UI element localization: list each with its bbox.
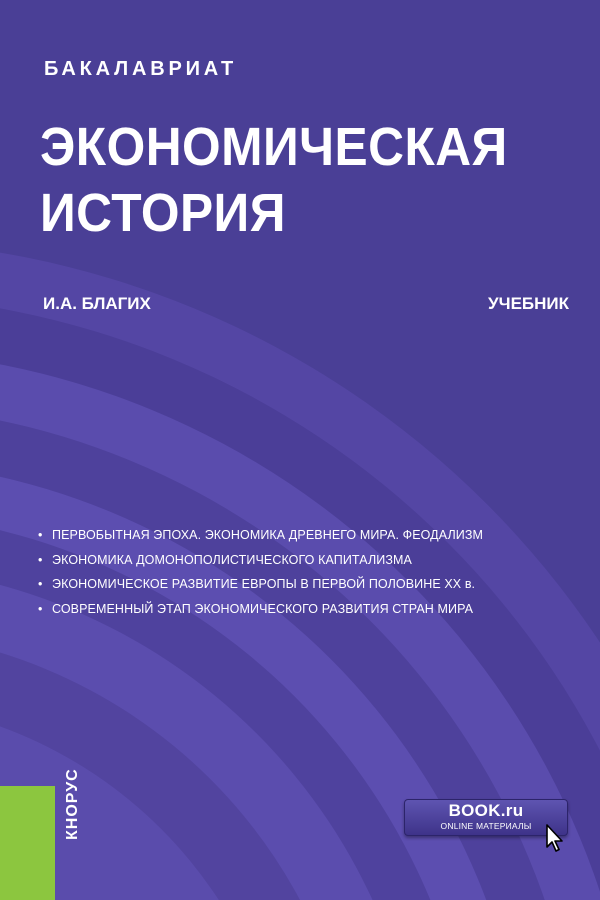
bullet-icon: • xyxy=(38,528,43,542)
green-accent-bar xyxy=(0,786,55,900)
topic-text: ЭКОНОМИЧЕСКОЕ РАЗВИТИЕ ЕВРОПЫ В ПЕРВОЙ ПОЛОВИНЕ XX в. xyxy=(52,577,476,591)
bookru-online-badge[interactable] xyxy=(404,799,568,836)
topic-item xyxy=(38,548,483,573)
bookru-brand: BOOK.ru xyxy=(448,801,524,820)
book-title xyxy=(40,114,508,246)
topics-list xyxy=(38,523,483,621)
topic-item xyxy=(38,523,483,548)
topic-item xyxy=(38,597,483,622)
publisher-logo: КНОРУС xyxy=(64,768,81,840)
topic-text: ПЕРВОБЫТНАЯ ЭПОХА. ЭКОНОМИКА ДРЕВНЕГО МИРА. ФЕОДАЛИЗМ xyxy=(52,528,484,542)
author-name: И.А. БЛАГИХ xyxy=(43,294,151,313)
document-type-label: УЧЕБНИК xyxy=(488,294,569,313)
book-title-line-2: ИСТОРИЯ xyxy=(40,183,286,243)
topic-text: ЭКОНОМИКА ДОМОНОПОЛИСТИЧЕСКОГО КАПИТАЛИЗМА xyxy=(52,552,412,567)
series-label: БАКАЛАВРИАТ xyxy=(44,58,238,80)
bullet-icon: • xyxy=(38,577,43,591)
topic-text: СОВРЕМЕННЫЙ ЭТАП ЭКОНОМИЧЕСКОГО РАЗВИТИЯ СТРАН МИРА xyxy=(52,601,474,616)
bookru-subtitle: ONLINE МАТЕРИАЛЫ xyxy=(440,821,532,831)
topic-item xyxy=(38,572,483,597)
bullet-icon: • xyxy=(38,601,43,616)
bullet-icon: • xyxy=(38,552,43,567)
book-title-line-1: ЭКОНОМИЧЕСКАЯ xyxy=(40,117,508,177)
mouse-pointer-icon xyxy=(545,824,565,854)
